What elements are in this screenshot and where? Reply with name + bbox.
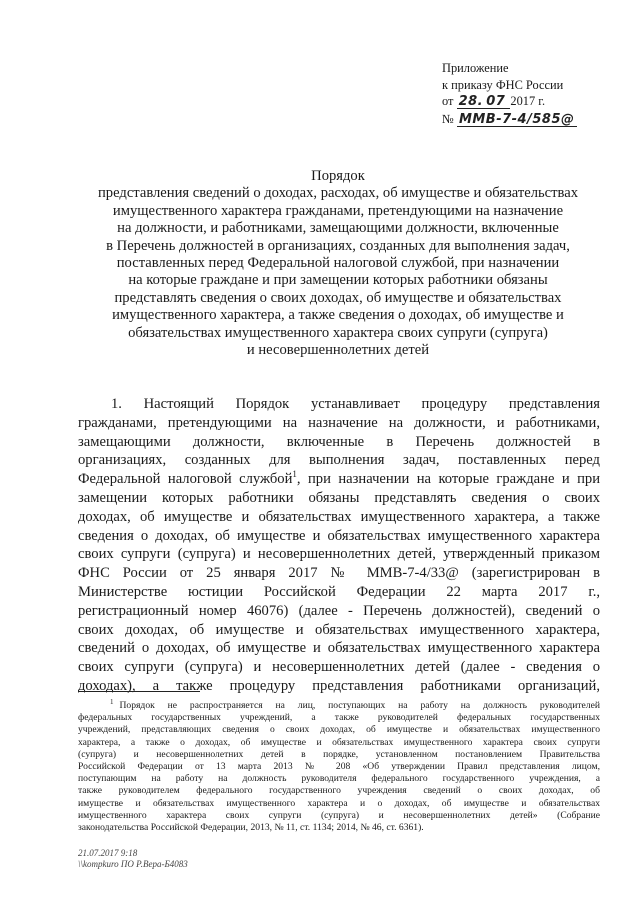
footnote-line: характера, а также о доходах, об имуществе и обязательствах имущественного характера своих супруги	[78, 736, 600, 748]
title-line: в Перечень должностей в организациях, созданных для выполнения задач,	[106, 237, 570, 254]
footnote-line: федеральных государственных учреждений, а также руководителей федеральных государственных	[78, 712, 600, 724]
body-line: организациях, созданных для выполнения задач, поставленных перед	[78, 452, 600, 469]
footnote-line: учреждений, представляющих сведения о своих доходах, об имуществе и обязательствах имущественного	[78, 724, 600, 736]
appendix-header	[442, 60, 632, 128]
body-line: своих доходах, об имуществе и обязательствах имущественного характера,	[78, 621, 600, 638]
footnote	[78, 697, 600, 834]
footnote-line: имуществе и обязательствах имущественного характера и о доходах, об имуществе и обязательствах	[78, 797, 600, 809]
body-line: замещении которых работники обязаны представлять сведения о своих	[78, 489, 600, 506]
body-line: регистрационный номер 46076) (далее - Перечень должностей), сведений о	[78, 602, 600, 619]
title-line: представления сведений о доходах, расходах, об имуществе и обязательствах	[98, 185, 578, 202]
body-line: Федеральной налоговой службой$^1$, при назначении на которые граждане и при	[78, 469, 600, 488]
body-line: гражданами, претендующими на назначение на должности, и работниками,	[78, 414, 600, 431]
body-line: 1. Настоящий Порядок устанавливает процедуру представления	[111, 396, 600, 412]
appendix-number: № ММВ-7-4/585@	[442, 111, 575, 127]
body-line: сведений о доходах, об имуществе и обязательствах имущественного характера	[78, 640, 600, 657]
document-title	[78, 168, 598, 359]
footnote-line: $^1$ Порядок не распространяется на лиц, поступающих на работу на должность руководителей	[110, 697, 600, 711]
appendix-order-ref: к приказу ФНС России	[442, 77, 564, 92]
print-stamp	[78, 848, 188, 870]
title-line: представлять сведения о своих доходах, об имуществе и обязательствах	[114, 289, 562, 306]
title-line: на которые граждане и при замещении которых работники обязаны	[128, 272, 548, 289]
body-line: своих супруги (супруга) и несовершеннолетних детей (далее - сведения о	[78, 659, 600, 676]
title-line: и несовершеннолетних детей	[246, 342, 430, 359]
footnote-mark: 1	[110, 697, 114, 706]
title-line: поставленных перед Федеральной налоговой службой, при назначении	[116, 255, 560, 272]
footnote-line: законодательства Российской Федерации, 2013, № 11, ст. 1134; 2014, № 46, ст. 6361).	[78, 822, 424, 834]
body-line: сведения о доходах, об имуществе и обязательствах имущественного характера	[78, 527, 600, 544]
body-line: доходах, об имуществе и обязательствах имущественного характера, а также	[78, 508, 600, 525]
body-line: замещающими должности, включенные в Перечень должностей в	[78, 433, 600, 450]
handwritten-number: ММВ-7-4/585@	[458, 111, 575, 127]
handwritten-month: 07	[486, 94, 506, 109]
appendix-date: от 28. 07 2017 г.	[442, 94, 546, 109]
title-line: имущественного характера, а также сведения о доходах, об имуществе и	[112, 307, 564, 324]
title-line: Порядок	[311, 168, 365, 184]
title-line: на должности, и работниками, замещающими должности, включенные	[117, 220, 559, 237]
footnote-ref: 1	[292, 469, 297, 480]
footnote-line: имущественного характера своих супруги (супруга) и несовершеннолетних детей» (Собрание	[78, 809, 600, 821]
footnote-line: Российской Федерации от 13 марта 2013 № 208 «Об утверждении Правил представления лицом,	[78, 761, 600, 773]
footnote-divider	[78, 691, 200, 692]
footnote-line: (супруга) и несовершеннолетних детей в порядке, установленном постановлением Правительства	[78, 748, 600, 760]
handwritten-day: 28.	[458, 94, 484, 109]
stamp-path: \\kompkuro ПО Р.Вера-Б4083	[78, 859, 188, 869]
body-line: ФНС России от 25 января 2017 № ММВ-7-4/33@ (зарегистрирован в	[78, 565, 600, 582]
footnote-line: также руководителем федерального государственного учреждения сведений о своих доходах, об	[78, 785, 600, 797]
footnote-line: поступающим на работу на должность руководителя федерального государственного учреждения, а	[78, 773, 600, 785]
title-line: имущественного характера гражданами, претендующими на назначение	[112, 202, 564, 219]
body-line: доходах), а также процедуру представления работниками организаций,	[78, 677, 600, 694]
paragraph-1	[78, 395, 600, 696]
stamp-datetime: 21.07.2017 9:18	[78, 848, 138, 858]
appendix-label: Приложение	[442, 61, 509, 75]
body-line: своих супруги (супруга) и несовершеннолетних детей, утвержденный приказом	[78, 546, 600, 563]
title-line: обязательствах имущественного характера своих супруги (супруга)	[128, 324, 548, 341]
body-line: Министерстве юстиции Российской Федерации 22 марта 2017 г.,	[78, 583, 600, 600]
